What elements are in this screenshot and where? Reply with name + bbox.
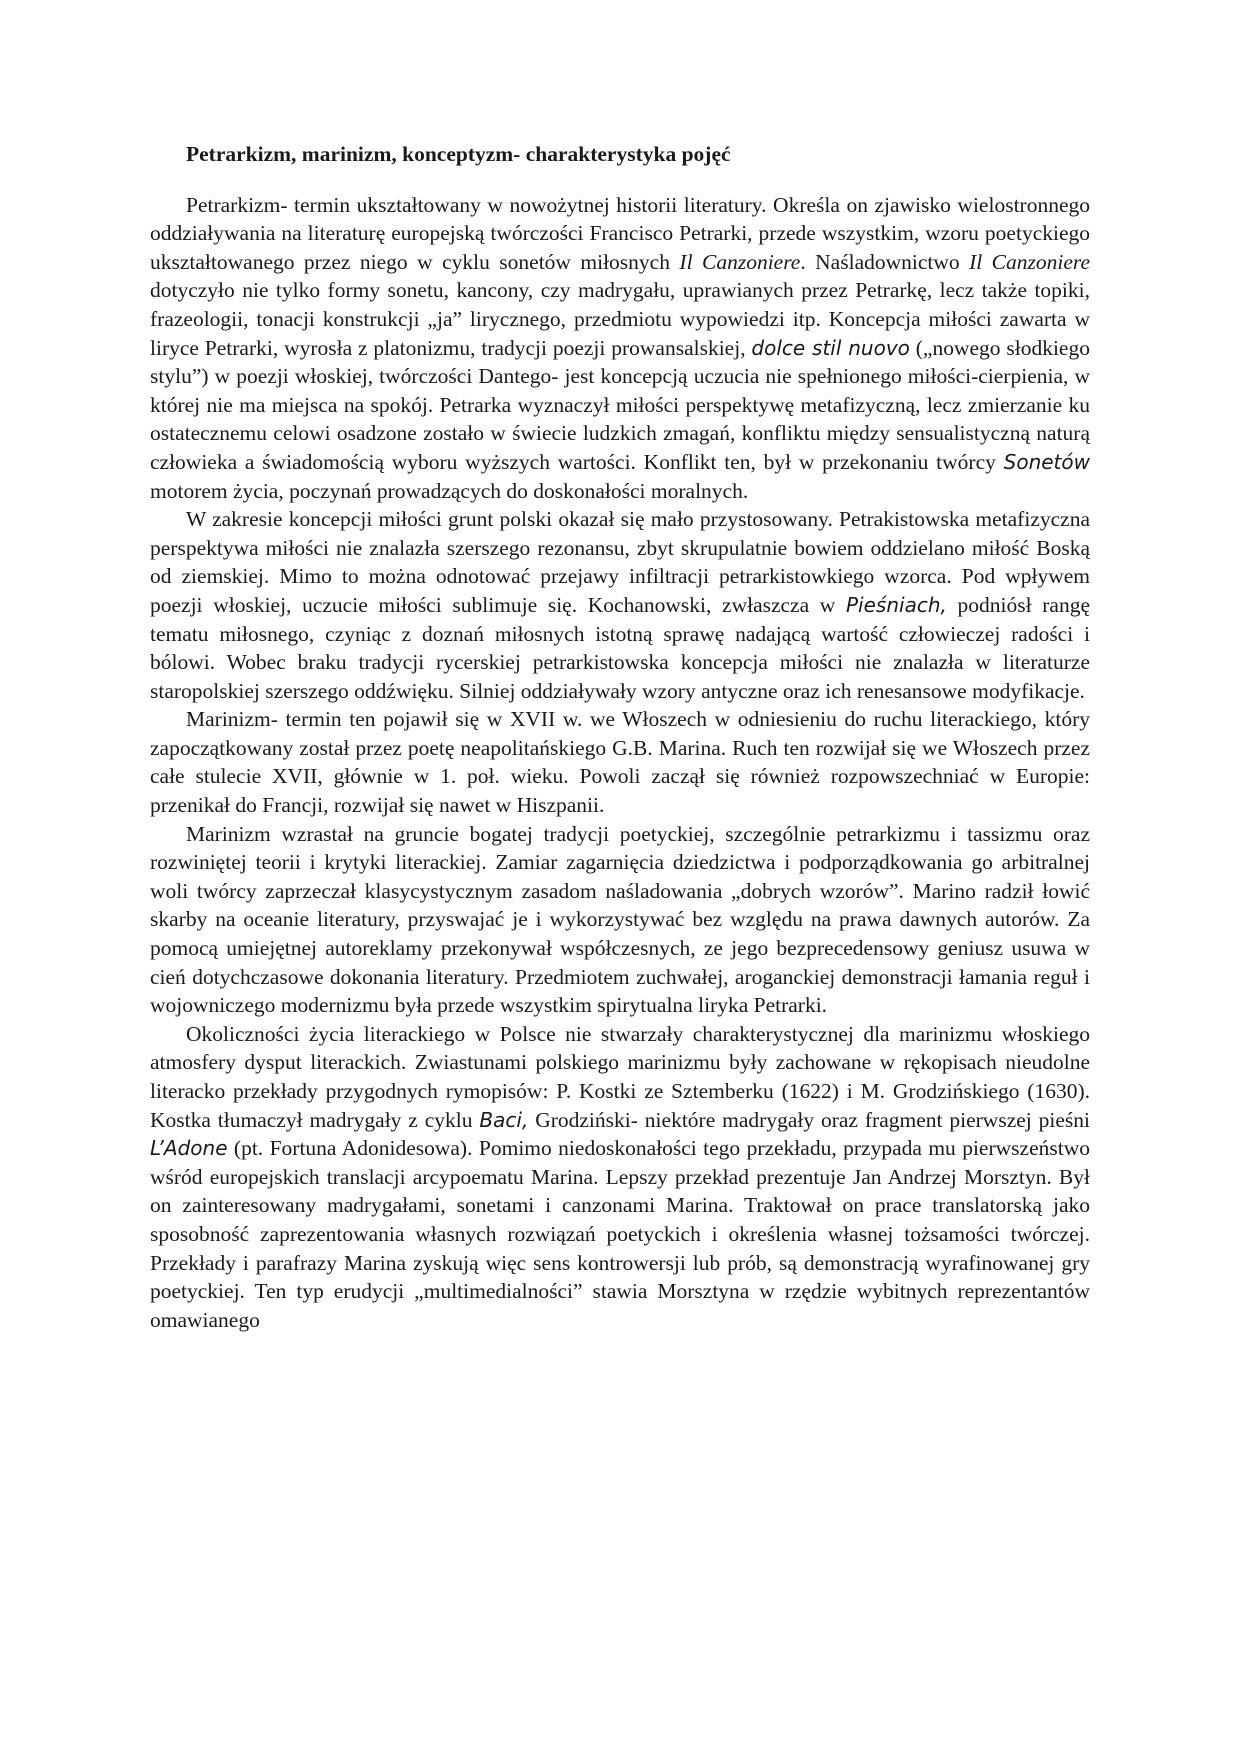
text-run: Marinizm wzrastał na gruncie bogatej tradycji poetyckiej, szczególnie petrarkizmu i tassizmu oraz rozwiniętej teorii i krytyki literackiej. Zamiar zagarnięcia dziedzictwa i podporządkowania go arbitralnej woli twórcy zaprzeczał klasycystycznym zasadom naśladowania „dobrych wzorów”. Marino radził łowić skarby na oceanie literatury, przyswajać je i wykorzystywać bez względu na prawa dawnych autorów. Za pomocą umiejętnej autoreklamy przekonywał współczesnych, ze jego bezprecedensowy geniusz usuwa w cień dotychczasowe dokonania literatury. Przedmiotem zuchwałej, aroganckiej demonstracji łamania reguł i wojowniczego modernizmu była przede wszystkim spirytualna liryka Petrarki.	[150, 821, 1090, 1018]
paragraph	[150, 191, 1090, 506]
text-run: Marinizm- termin ten pojawił się w XVII w. we Włoszech w odniesieniu do ruchu literackiego, który zapoczątkowany został przez poetę neapolitańskiego G.B. Marina. Ruch ten rozwijał się we Włoszech przez całe stulecie XVII, głównie w 1. poł. wieku. Powoli zaczął się również rozpowszechniać w Europie: przenikał do Francji, rozwijał się nawet w Hiszpanii.	[150, 707, 1090, 818]
text-run: Grodziński- niektóre madrygały oraz fragment pierwszej pieśni	[528, 1107, 1091, 1132]
emphasized-text: Baci,	[479, 1107, 529, 1132]
paragraph	[150, 705, 1090, 819]
text-run: („nowego słodkiego stylu”) w poezji włoskiej, twórczości Dantego- jest koncepcją uczucia nie spełnionego miłości-cierpienia, w której nie ma miejsca na spokój. Petrarka wyznaczył miłości perspektywę metafizyczną, lecz zmierzanie ku ostatecznemu celowi osadzone zostało w świecie ludzkich zmagań, konfliktu między sensualistyczną naturą człowieka a świadomością wyboru wyższych wartości. Konflikt ten, był w przekonaniu twórcy	[150, 335, 1090, 474]
text-run: Petrarkizm- termin ukształtowany w nowożytnej historii literatury. Określa on zjawisko wielostronnego oddziaływania na literaturę europejską twórczości Francisco Petrarki, przede wszystkim, wzoru poetyckiego ukształtowanego przez niego w cyklu sonetów miłosnych	[150, 192, 1090, 274]
emphasized-text: L’Adone	[150, 1136, 228, 1161]
emphasized-text: Il Canzoniere	[969, 249, 1091, 274]
text-run: motorem życia, poczynań prowadzących do doskonałości moralnych.	[150, 478, 749, 503]
emphasized-text: Il Canzoniere	[679, 249, 801, 274]
emphasized-text: Pieśniach,	[846, 592, 947, 617]
paragraph	[150, 1020, 1090, 1335]
paragraph	[150, 820, 1090, 1020]
text-run: Okoliczności życia literackiego w Polsce nie stwarzały charakterystycznej dla marinizmu włoskiego atmosfery dysput literackich. Zwiastunami polskiego marinizmu były zachowane w rękopisach nieudolne literacko przekłady przygodnych rymopisów: P. Kostki ze Sztemberku (1622) i M. Grodzińskiego (1630). Kostka tłumaczył madrygały z cyklu	[150, 1021, 1090, 1132]
text-run: W zakresie koncepcji miłości grunt polski okazał się mało przystosowany. Petrakistowska metafizyczna perspektywa miłości nie znalazła szerszego rezonansu, zbyt skrupulatnie bowiem oddzielano miłość Boską od ziemskiej. Mimo to można odnotować przejawy infiltracji petrarkistowkiego wzorca. Pod wpływem poezji włoskiej, uczucie miłości sublimuje się. Kochanowski, zwłaszcza w	[150, 507, 1090, 617]
document-page	[150, 140, 1090, 1334]
document-title: Petrarkizm, marinizm, konceptyzm- charakterystyka pojęć	[186, 142, 731, 166]
paragraph	[150, 505, 1090, 705]
text-run: . Naśladownictwo	[800, 249, 970, 274]
text-run: (pt. Fortuna Adonidesowa). Pomimo niedoskonałości tego przekładu, przypada mu pierwszeństwo wśród europejskich translacji arcypoematu Marina. Lepszy przekład prezentuje Jan Andrzej Morsztyn. Był on zainteresowany madrygałami, sonetami i canzonami Marina. Traktował on prace translatorską jako sposobność zaprezentowania własnych rozwiązań poetyckich i określenia własnej tożsamości twórczej. Przekłady i parafrazy Marina zyskują więc sens kontrowersji lub prób, są demonstracją wyrafinowanej gry poetyckiej. Ten typ erudycji „multimedialności” stawia Morsztyna w rzędzie wybitnych reprezentantów omawianego	[150, 1136, 1090, 1332]
text-run: podniósł rangę tematu miłosnego, czyniąc z doznań miłosnych istotną sprawę nadającą wartość człowieczej radości i bólowi. Wobec braku tradycji rycerskiej petrarkistowska koncepcja miłości nie znalazła w literaturze staropolskiej szerszego oddźwięku. Silniej oddziaływały wzory antyczne oraz ich renesansowe modyfikacje.	[150, 592, 1090, 703]
emphasized-text: Sonetów	[1003, 449, 1090, 474]
emphasized-text: dolce stil nuovo	[751, 335, 910, 360]
document-body	[150, 191, 1090, 1335]
text-run: dotyczyło nie tylko formy sonetu, kancony, czy madrygału, uprawianych przez Petrarkę, lecz także topiki, frazeologii, tonacji konstrukcji „ja” lirycznego, przedmiotu wypowiedzi itp. Koncepcja miłości zawarta w liryce Petrarki, wyrosła z platonizmu, tradycji poezji prowansalskiej,	[150, 278, 1090, 360]
